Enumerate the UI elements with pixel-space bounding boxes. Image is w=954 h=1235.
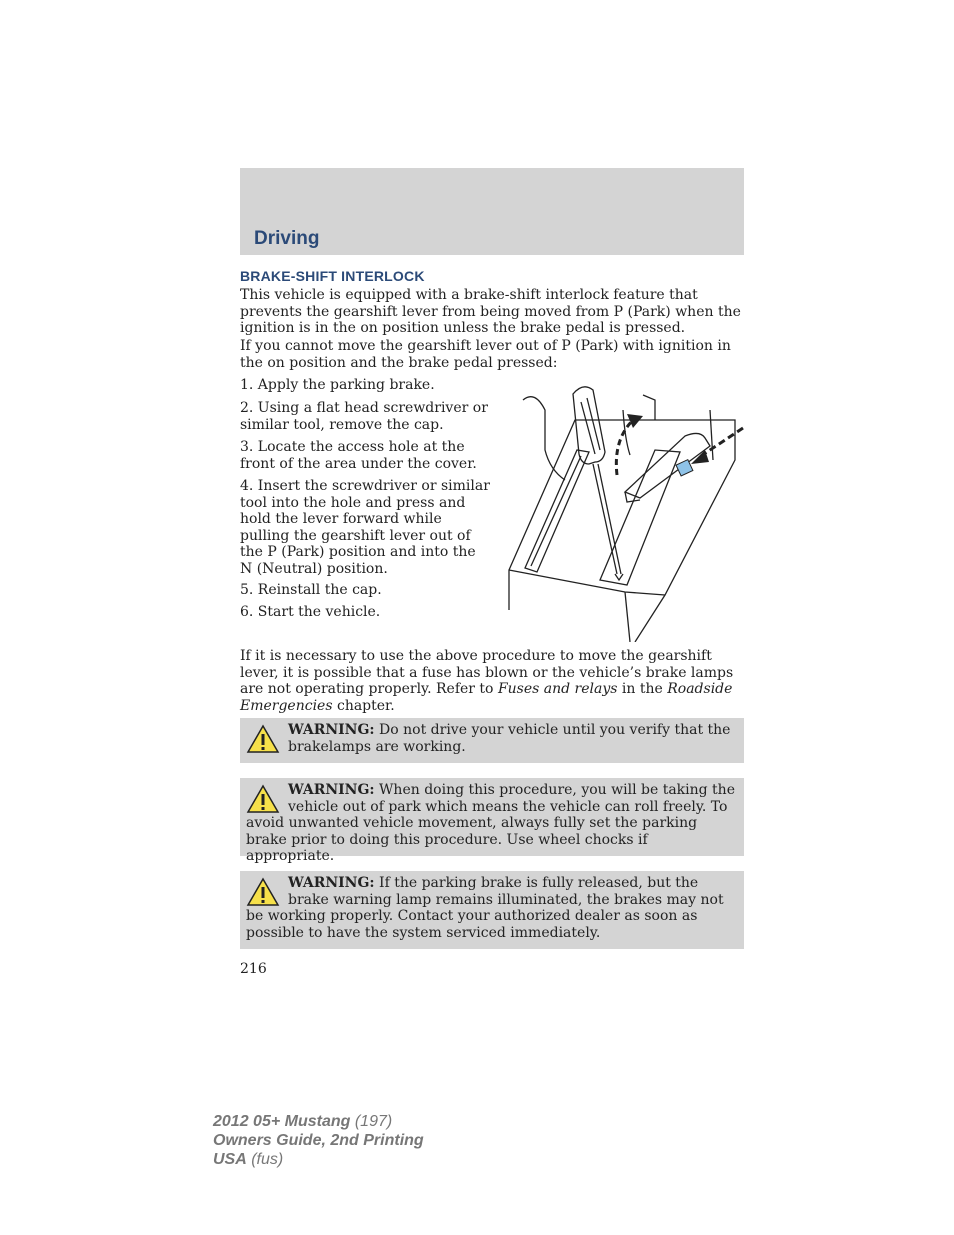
arrow-in-icon xyxy=(691,450,709,464)
warning-text-2: WARNING: When doing this procedure, you will be taking the vehicle out of park which means the vehicle can roll freely. To avoid unwanted vehicle movement, always fully set the parking brake prior to doing this procedure. Use wheel chocks if appropriate. xyxy=(246,782,735,864)
reference-roadside-emergencies: Roadside Emergencies xyxy=(240,681,733,714)
step-1: 1. Apply the parking brake. xyxy=(240,377,435,393)
footer-line-3: USA (fus) xyxy=(213,1151,284,1168)
step-2: 2. Using a flat head screwdriver or similar tool, remove the cap. xyxy=(240,400,488,433)
warning-text-3: WARNING: If the parking brake is fully released, but the brake warning lamp remains illuminated, the brakes may not be working properly. Contact your authorized dealer as soon as possible to have the system serviced immediately. xyxy=(246,875,724,941)
section-title: Driving xyxy=(254,228,320,249)
warning-text-1: WARNING: Do not drive your vehicle until you verify that the brakelamps are working. xyxy=(288,722,731,755)
reference-fuses-and-relays: Fuses and relays xyxy=(497,681,618,697)
gearshift-interlock-illustration xyxy=(505,380,747,642)
access-cap xyxy=(676,460,693,476)
section-header-band xyxy=(240,168,744,255)
step-4: 4. Insert the screwdriver or similar tool into the hole and press and hold the lever forward while pulling the gearshift lever out of the P (Park) position and into the N (Neutral) position. xyxy=(240,478,490,577)
warning-triangle-icon xyxy=(246,784,280,814)
warning-box-3 xyxy=(240,871,744,949)
condition-paragraph: If you cannot move the gearshift lever out of P (Park) with ignition in the on position and the brake pedal pressed: xyxy=(240,338,731,371)
document-footer xyxy=(213,1112,424,1169)
footer-line-2: Owners Guide, 2nd Printing xyxy=(213,1132,424,1149)
followup-paragraph: If it is necessary to use the above procedure to move the gearshift lever, it is possible that a fuse has blown or the vehicle’s brake lamps are not operating properly. Refer to Fuses and relays in the Roadside Emergencies chapter. xyxy=(240,648,734,714)
step-5: 5. Reinstall the cap. xyxy=(240,582,382,598)
page-number: 216 xyxy=(240,961,267,977)
topic-heading: BRAKE-SHIFT INTERLOCK xyxy=(240,268,425,284)
step-6: 6. Start the vehicle. xyxy=(240,604,381,620)
step-3: 3. Locate the access hole at the front of the area under the cover. xyxy=(240,439,477,472)
footer-line-1: 2012 05+ Mustang (197) xyxy=(213,1113,393,1130)
warning-triangle-icon xyxy=(246,724,280,754)
warning-box-1 xyxy=(240,718,744,763)
warning-triangle-icon xyxy=(246,877,280,907)
warning-box-2 xyxy=(240,778,744,864)
intro-paragraph: This vehicle is equipped with a brake-shift interlock feature that prevents the gearshift lever from being moved from P (Park) when the ignition is in the on position unless the brake pedal is pressed. xyxy=(240,287,741,336)
